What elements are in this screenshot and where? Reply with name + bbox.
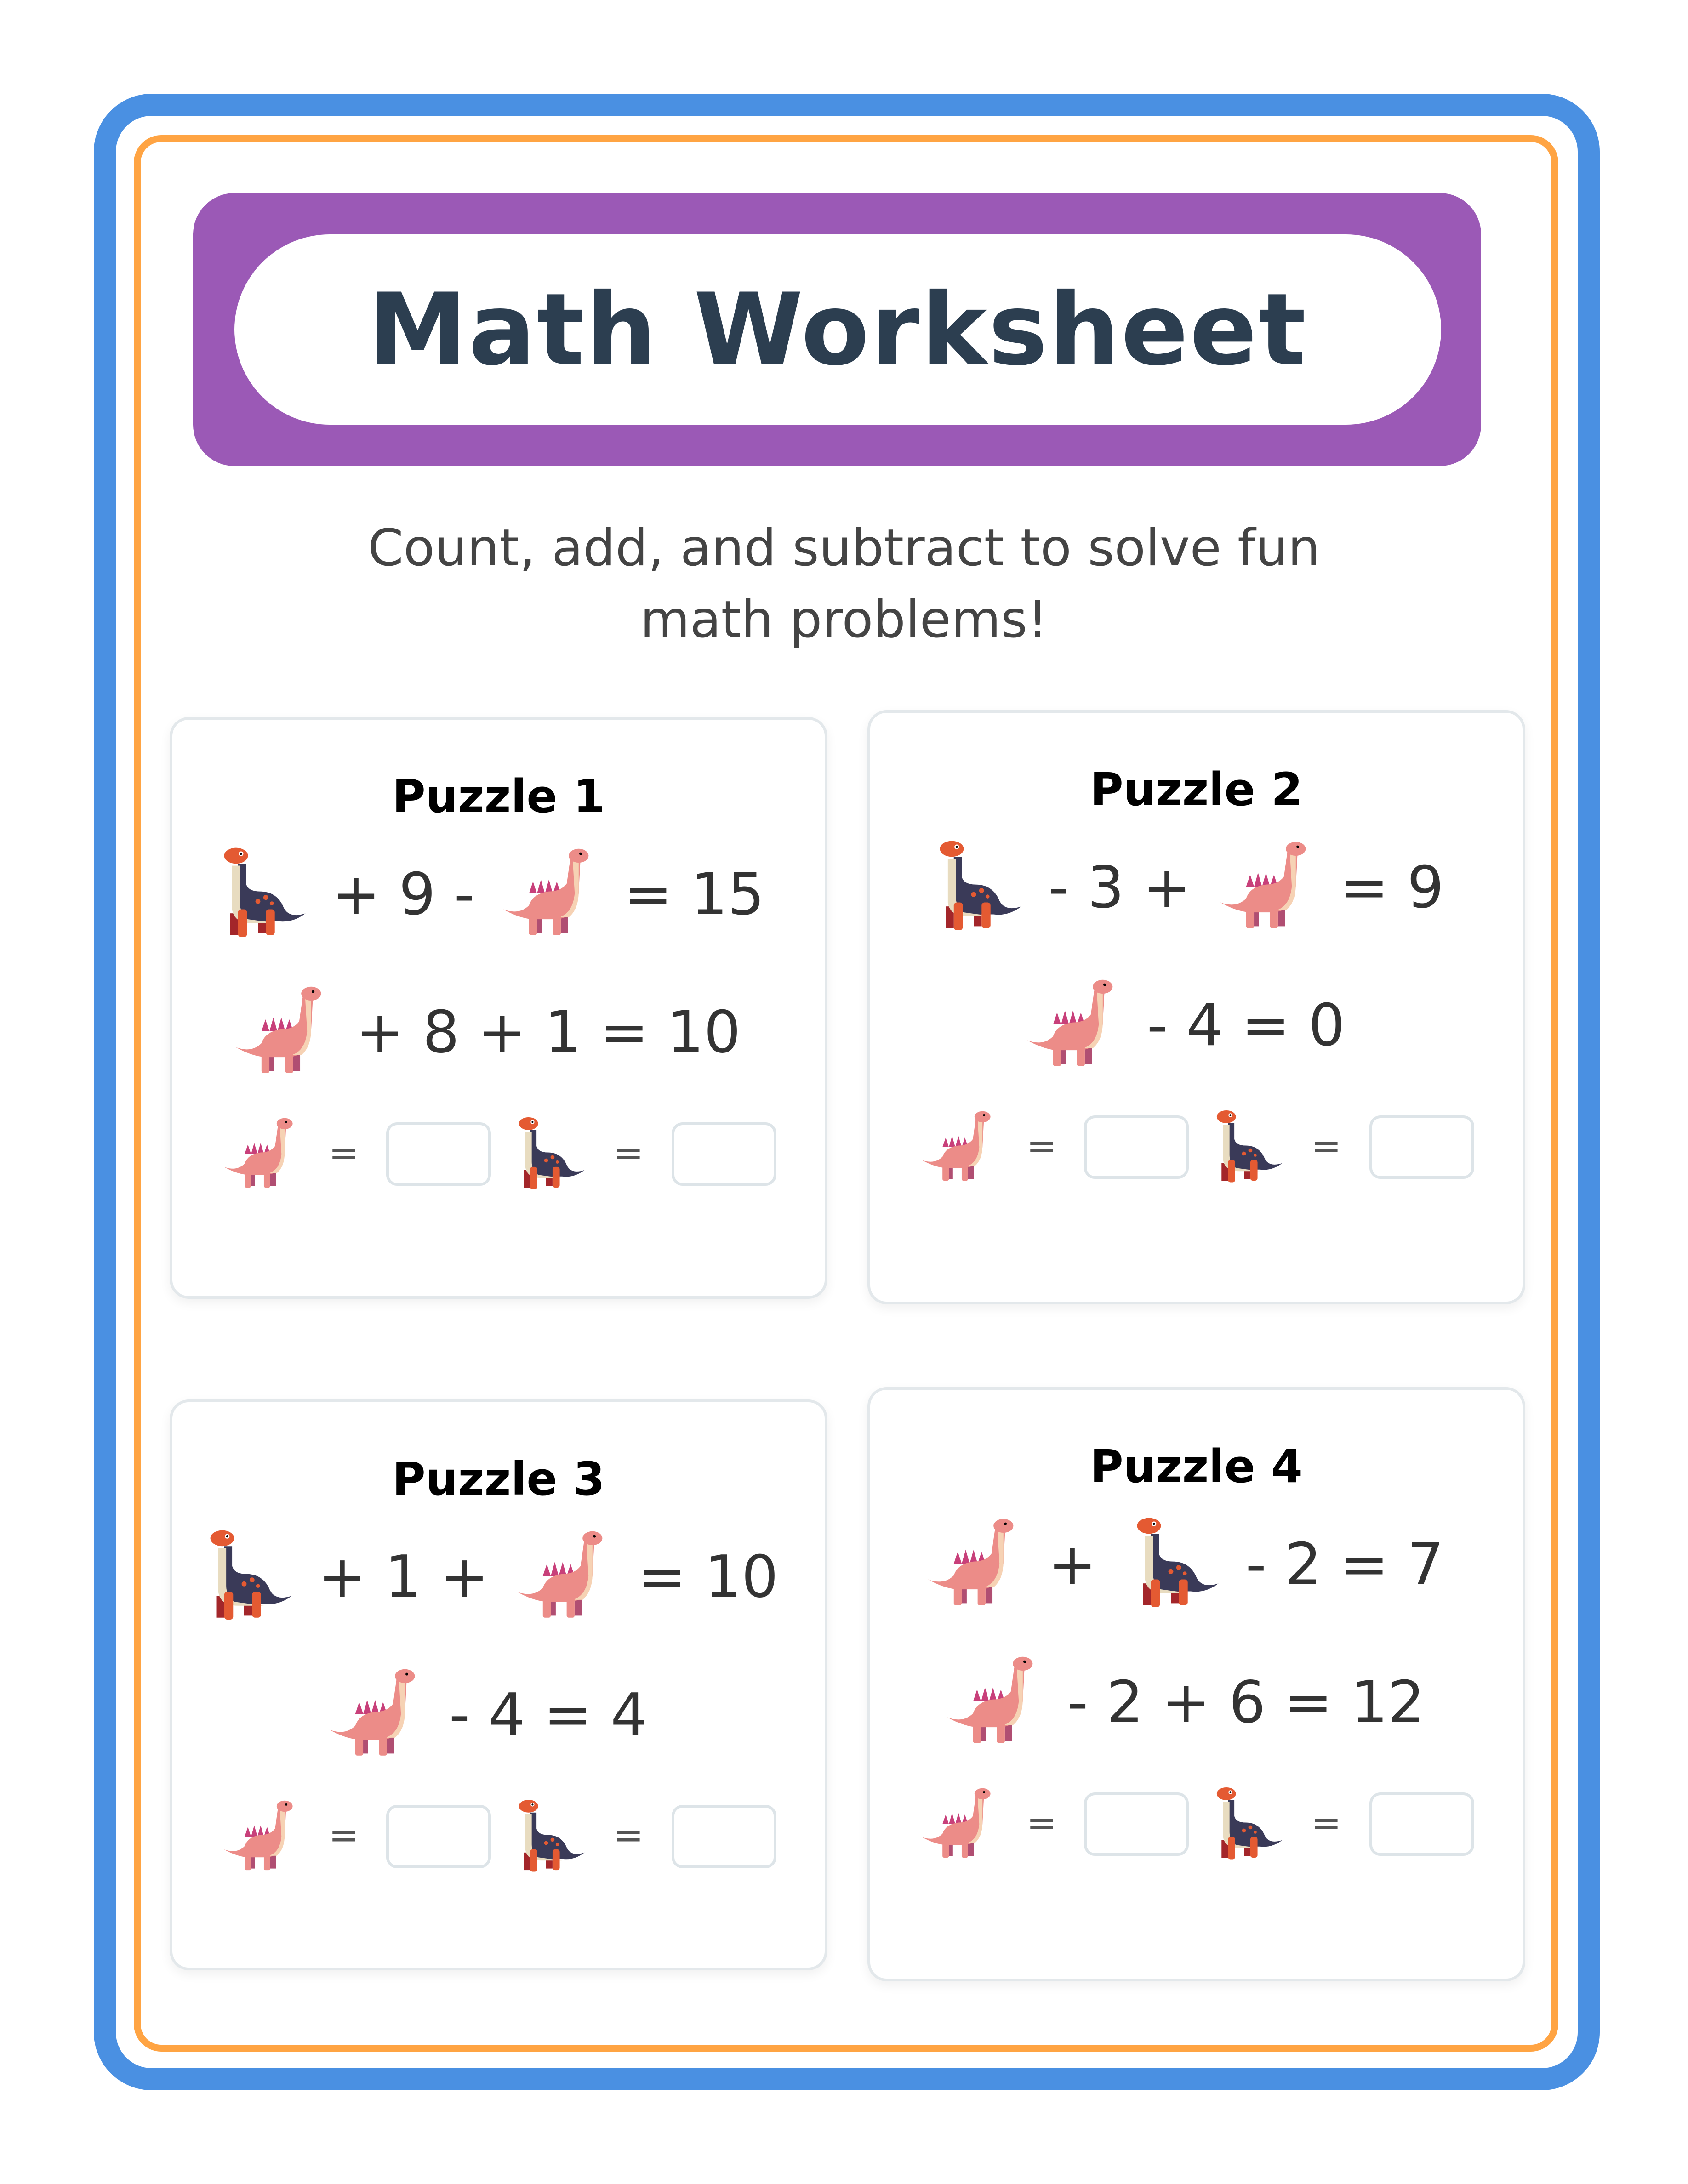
brachio-answer-input[interactable]: [671, 1805, 776, 1868]
stegosaurus-icon: [1216, 837, 1315, 936]
stegosaurus-icon: [924, 1514, 1023, 1613]
equation-row: [172, 825, 825, 962]
answer-row: [870, 1784, 1523, 1864]
puzzle-title: Puzzle 4: [1090, 1439, 1303, 1493]
equation-text: - 4 = 0: [1146, 990, 1346, 1058]
puzzle-title: Puzzle 3: [392, 1452, 605, 1506]
stegosaurus-icon: [221, 1797, 301, 1877]
brachiosaurus-icon: [506, 1114, 586, 1194]
answer-group: [221, 1797, 491, 1877]
puzzle-card-2: [867, 710, 1525, 1304]
answer-group: [919, 1784, 1189, 1864]
equation-text: +: [1048, 1530, 1097, 1598]
equation-text: = 10: [638, 1542, 779, 1610]
equation-text: - 2 = 7: [1245, 1530, 1444, 1598]
title-pill: [234, 234, 1441, 425]
puzzle-card-3: [170, 1399, 827, 1970]
equation-text: + 9 -: [331, 859, 475, 927]
equation-row: [870, 1632, 1523, 1770]
puzzle-title: Puzzle 1: [392, 769, 605, 823]
brachio-answer-input[interactable]: [1369, 1115, 1474, 1179]
stegosaurus-icon: [919, 1784, 999, 1864]
stegosaurus-icon: [325, 1664, 424, 1763]
brachiosaurus-icon: [924, 837, 1023, 936]
answer-row: [172, 1797, 825, 1877]
brachiosaurus-icon: [194, 1526, 293, 1626]
equals-sign: =: [1026, 1803, 1057, 1845]
brachiosaurus-icon: [208, 844, 307, 943]
answer-group: [1204, 1784, 1474, 1864]
puzzle-card-1: [170, 717, 827, 1299]
page-subtitle: Count, add, and subtract to solve fun math problems!: [368, 518, 1320, 649]
brachiosaurus-icon: [1204, 1784, 1284, 1864]
brachiosaurus-icon: [1122, 1514, 1221, 1613]
answer-row: [172, 1114, 825, 1194]
equation-text: - 3 +: [1048, 853, 1192, 921]
equation-text: = 9: [1340, 853, 1444, 921]
equation-row: [870, 818, 1523, 956]
puzzle-card-4: [867, 1387, 1525, 1981]
equals-sign: =: [329, 1133, 359, 1175]
stego-answer-input[interactable]: [1084, 1792, 1189, 1856]
title-banner: [193, 193, 1481, 466]
equals-sign: =: [329, 1816, 359, 1857]
equals-sign: =: [1311, 1126, 1341, 1168]
answer-group: [506, 1797, 776, 1877]
stegosaurus-icon: [232, 982, 331, 1081]
answer-row: [870, 1107, 1523, 1187]
page-title: Math Worksheet: [368, 272, 1307, 387]
brachiosaurus-icon: [506, 1797, 586, 1877]
stegosaurus-icon: [500, 844, 599, 943]
answer-group: [221, 1114, 491, 1194]
equals-sign: =: [613, 1133, 644, 1175]
equation-row: [870, 956, 1523, 1093]
stegosaurus-icon: [513, 1526, 613, 1626]
stegosaurus-icon: [943, 1652, 1043, 1751]
equation-row: [172, 962, 825, 1100]
equation-row: [172, 1507, 825, 1645]
equation-text: - 2 + 6 = 12: [1067, 1667, 1425, 1735]
stego-answer-input[interactable]: [386, 1122, 491, 1186]
brachio-answer-input[interactable]: [671, 1122, 776, 1186]
puzzle-title: Puzzle 2: [1090, 762, 1303, 816]
equation-row: [172, 1645, 825, 1783]
equation-text: + 1 +: [318, 1542, 489, 1610]
stegosaurus-icon: [919, 1107, 999, 1187]
answer-group: [1204, 1107, 1474, 1187]
stegosaurus-icon: [221, 1114, 301, 1194]
stego-answer-input[interactable]: [386, 1805, 491, 1868]
stego-answer-input[interactable]: [1084, 1115, 1189, 1179]
answer-group: [919, 1107, 1189, 1187]
equation-text: = 15: [624, 859, 765, 927]
brachiosaurus-icon: [1204, 1107, 1284, 1187]
stegosaurus-icon: [1023, 975, 1122, 1074]
equals-sign: =: [613, 1816, 644, 1857]
equation-text: + 8 + 1 = 10: [355, 997, 741, 1065]
equals-sign: =: [1026, 1126, 1057, 1168]
equals-sign: =: [1311, 1803, 1341, 1845]
brachio-answer-input[interactable]: [1369, 1792, 1474, 1856]
answer-group: [506, 1114, 776, 1194]
equation-text: - 4 = 4: [449, 1680, 648, 1748]
equation-row: [870, 1495, 1523, 1632]
